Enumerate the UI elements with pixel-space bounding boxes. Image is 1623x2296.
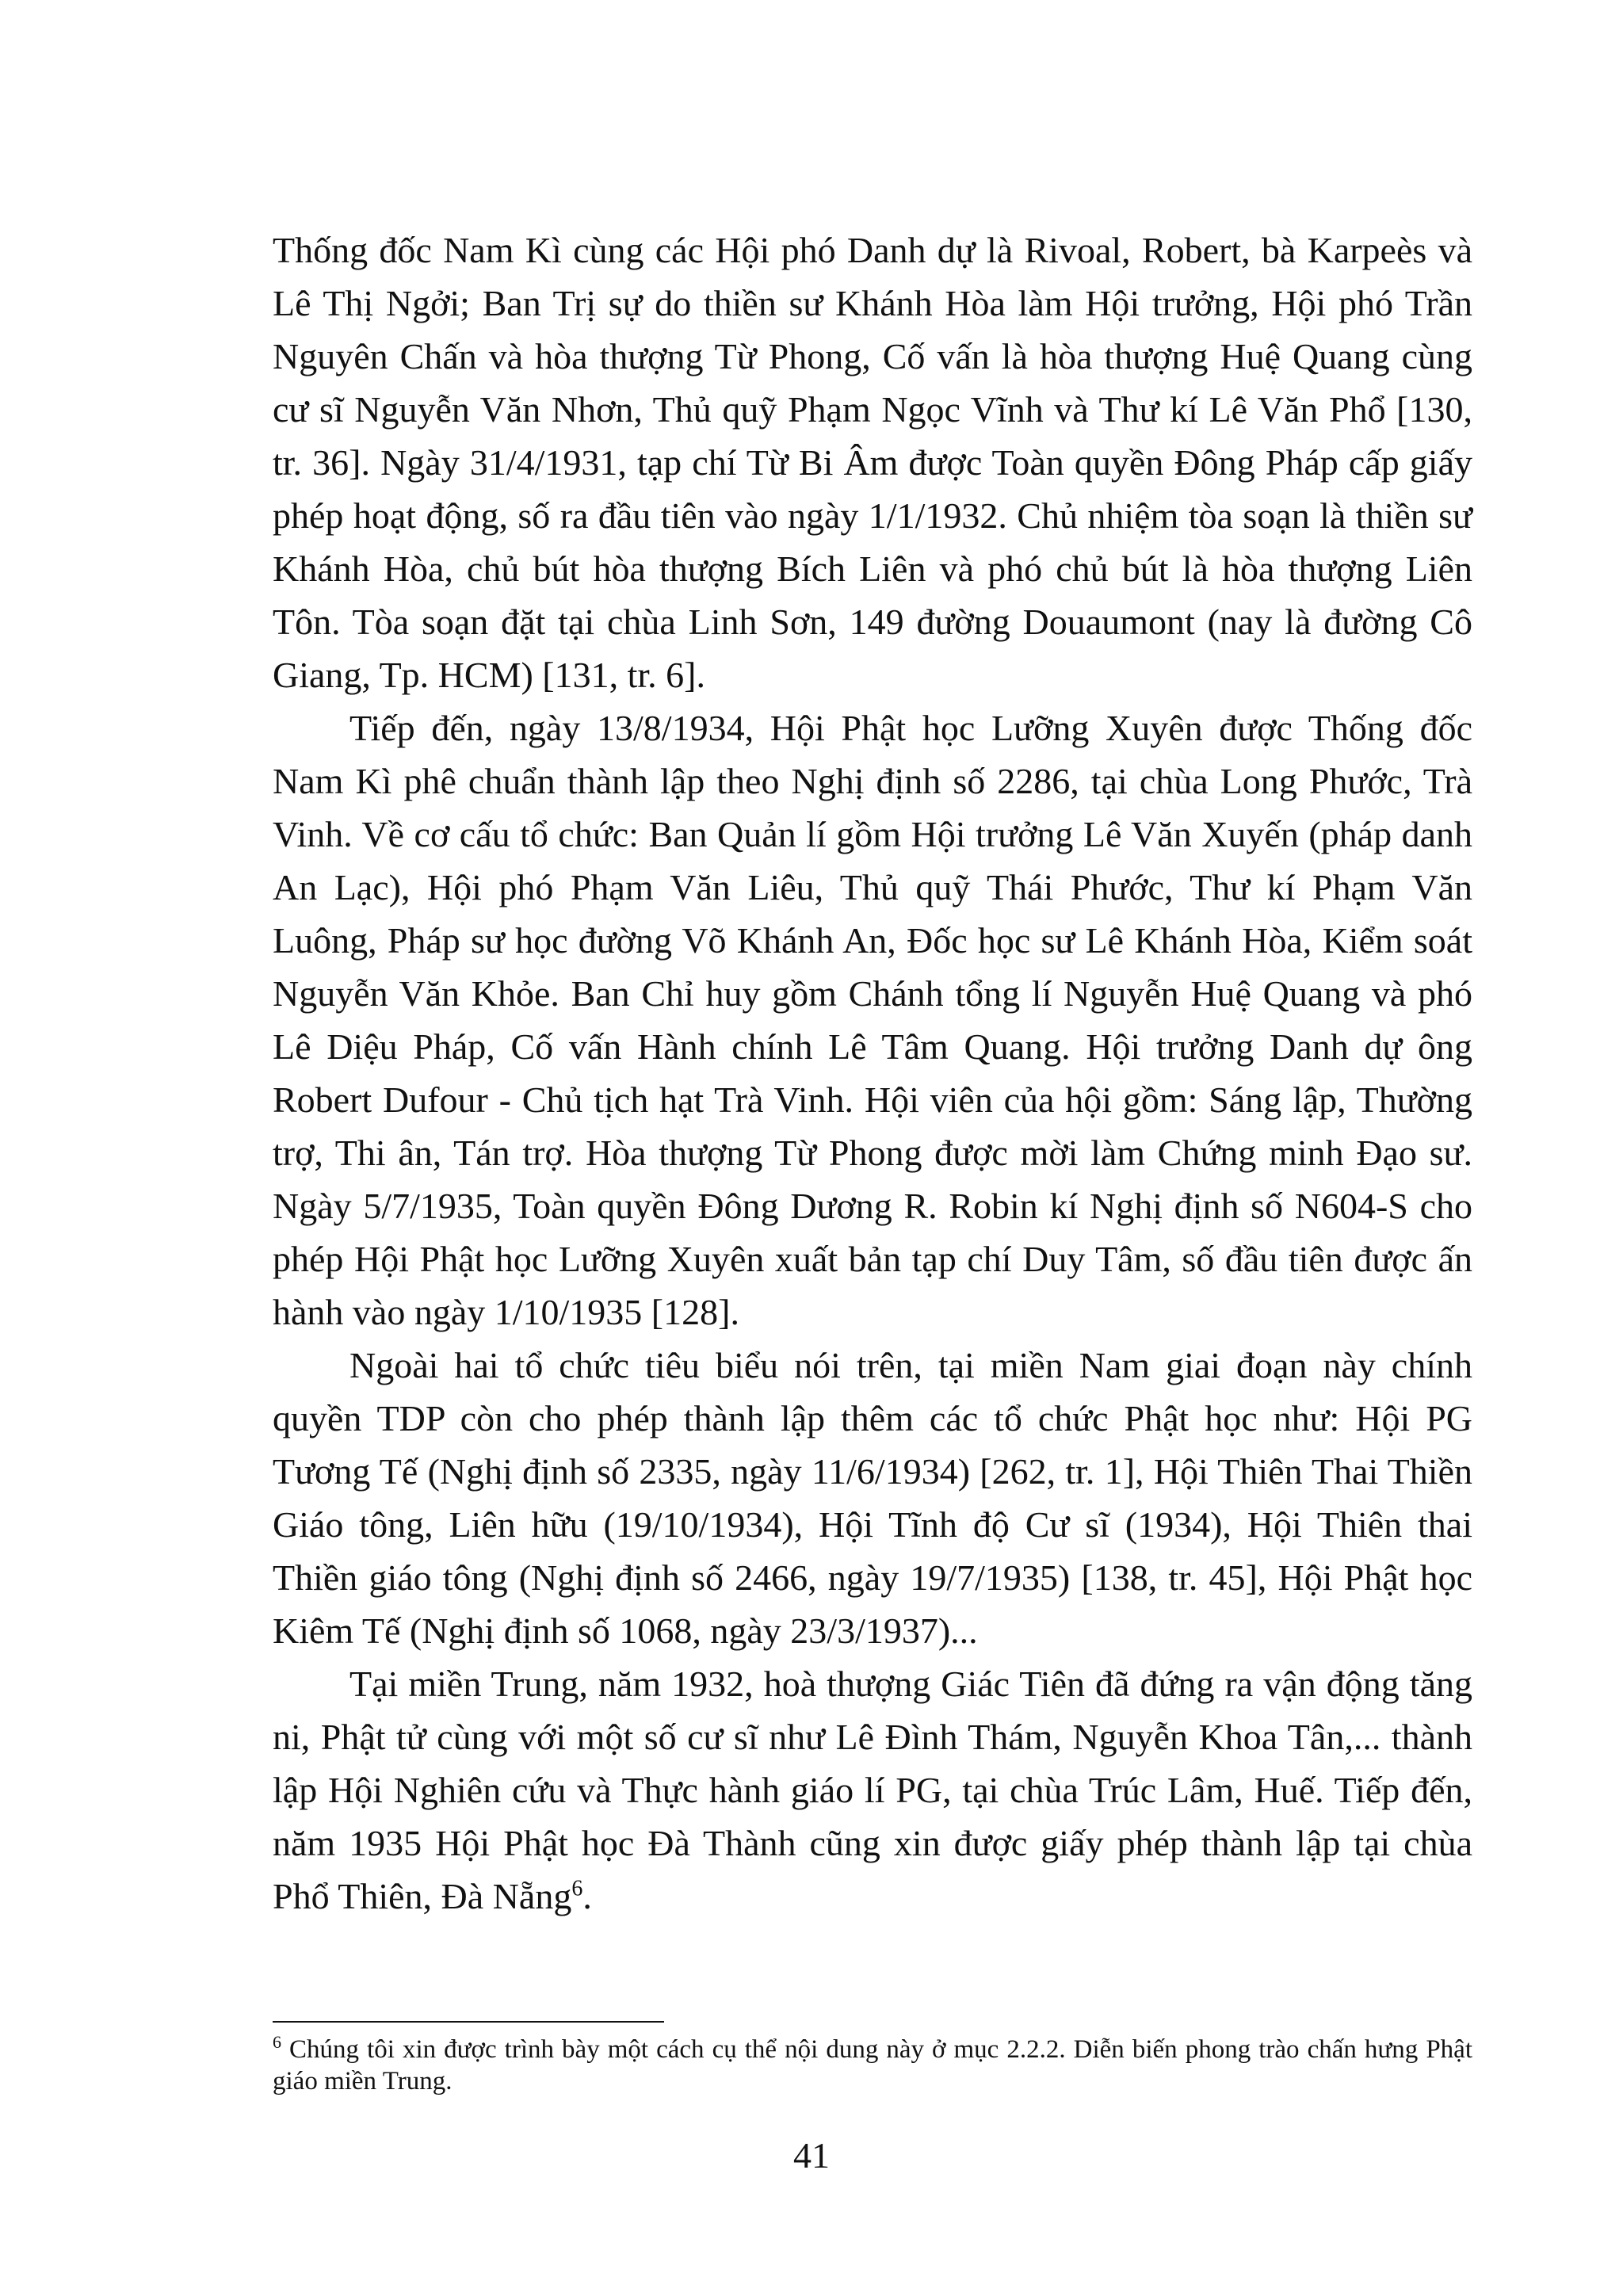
paragraph-4 (273, 1657, 1472, 1923)
page-number: 41 (793, 2135, 830, 2176)
footnote-text: Chúng tôi xin được trình bày một cách cụ thể nội dung này ở mục 2.2.2. Diễn biến phong trào chấn hưng Phật giáo miền Trung. (273, 2035, 1472, 2095)
paragraph-2: Tiếp đến, ngày 13/8/1934, Hội Phật học Lưỡng Xuyên được Thống đốc Nam Kì phê chuẩn thành lập theo Nghị định số 2286, tại chùa Long Phước, Trà Vinh. Về cơ cấu tổ chức: Ban Quản lí gồm Hội trưởng Lê Văn Xuyến (pháp danh An Lạc), Hội phó Phạm Văn Liêu, Thủ quỹ Thái Phước, Thư kí Phạm Văn Luông, Pháp sư học đường Võ Khánh An, Đốc học sư Lê Khánh Hòa, Kiểm soát Nguyễn Văn Khỏe. Ban Chỉ huy gồm Chánh tổng lí Nguyễn Huệ Quang và phó Lê Diệu Pháp, Cố vấn Hành chính Lê Tâm Quang. Hội trưởng Danh dự ông Robert Dufour - Chủ tịch hạt Trà Vinh. Hội viên của hội gồm: Sáng lập, Thường trợ, Thi ân, Tán trợ. Hòa thượng Từ Phong được mời làm Chứng minh Đạo sư. Ngày 5/7/1935, Toàn quyền Đông Dương R. Robin kí Nghị định số N604-S cho phép Hội Phật học Lưỡng Xuyên xuất bản tạp chí Duy Tâm, số đầu tiên được ấn hành vào ngày 1/10/1935 [128]. (273, 708, 1472, 1332)
paragraph-1: Thống đốc Nam Kì cùng các Hội phó Danh dự là Rivoal, Robert, bà Karpeès và Lê Thị Ngởi; Ban Trị sự do thiền sư Khánh Hòa làm Hội trưởng, Hội phó Trần Nguyên Chấn và hòa thượng Từ Phong, Cố vấn là hòa thượng Huệ Quang cùng cư sĩ Nguyễn Văn Nhơn, Thủ quỹ Phạm Ngọc Vĩnh và Thư kí Lê Văn Phổ [130, tr. 36]. Ngày 31/4/1931, tạp chí Từ Bi Âm được Toàn quyền Đông Pháp cấp giấy phép hoạt động, số ra đầu tiên vào ngày 1/1/1932. Chủ nhiệm tòa soạn là thiền sư Khánh Hòa, chủ bút hòa thượng Bích Liên và phó chủ bút là hòa thượng Liên Tôn. Tòa soạn đặt tại chùa Linh Sơn, 149 đường Douaumont (nay là đường Cô Giang, Tp. HCM) [131, tr. 6]. (273, 230, 1472, 695)
footnote-reference[interactable]: 6 (571, 1876, 583, 1901)
paragraph-3: Ngoài hai tổ chức tiêu biểu nói trên, tại miền Nam giai đoạn này chính quyền TDP còn cho phép thành lập thêm các tổ chức Phật học như: Hội PG Tương Tế (Nghị định số 2335, ngày 11/6/1934) [262, tr. 1], Hội Thiên Thai Thiền Giáo tông, Liên hữu (19/10/1934), Hội Tĩnh độ Cư sĩ (1934), Hội Thiên thai Thiền giáo tông (Nghị định số 2466, ngày 19/7/1935) [138, tr. 45], Hội Phật học Kiêm Tế (Nghị định số 1068, ngày 23/3/1937)... (273, 1345, 1472, 1651)
body-text (273, 223, 1472, 1923)
footnote-marker: 6 (273, 2032, 281, 2052)
footnote (273, 2034, 1472, 2097)
footnote-separator (273, 2021, 664, 2023)
paragraph-4-tail: . (582, 1876, 592, 1916)
paragraph-4-text: Tại miền Trung, năm 1932, hoà thượng Giác Tiên đã đứng ra vận động tăng ni, Phật tử cùng với một số cư sĩ như Lê Đình Thám, Nguyễn Khoa Tân,... thành lập Hội Nghiên cứu và Thực hành giáo lí PG, tại chùa Trúc Lâm, Huế. Tiếp đến, năm 1935 Hội Phật học Đà Thành cũng xin được giấy phép thành lập tại chùa Phổ Thiên, Đà Nẵng (273, 1664, 1472, 1916)
